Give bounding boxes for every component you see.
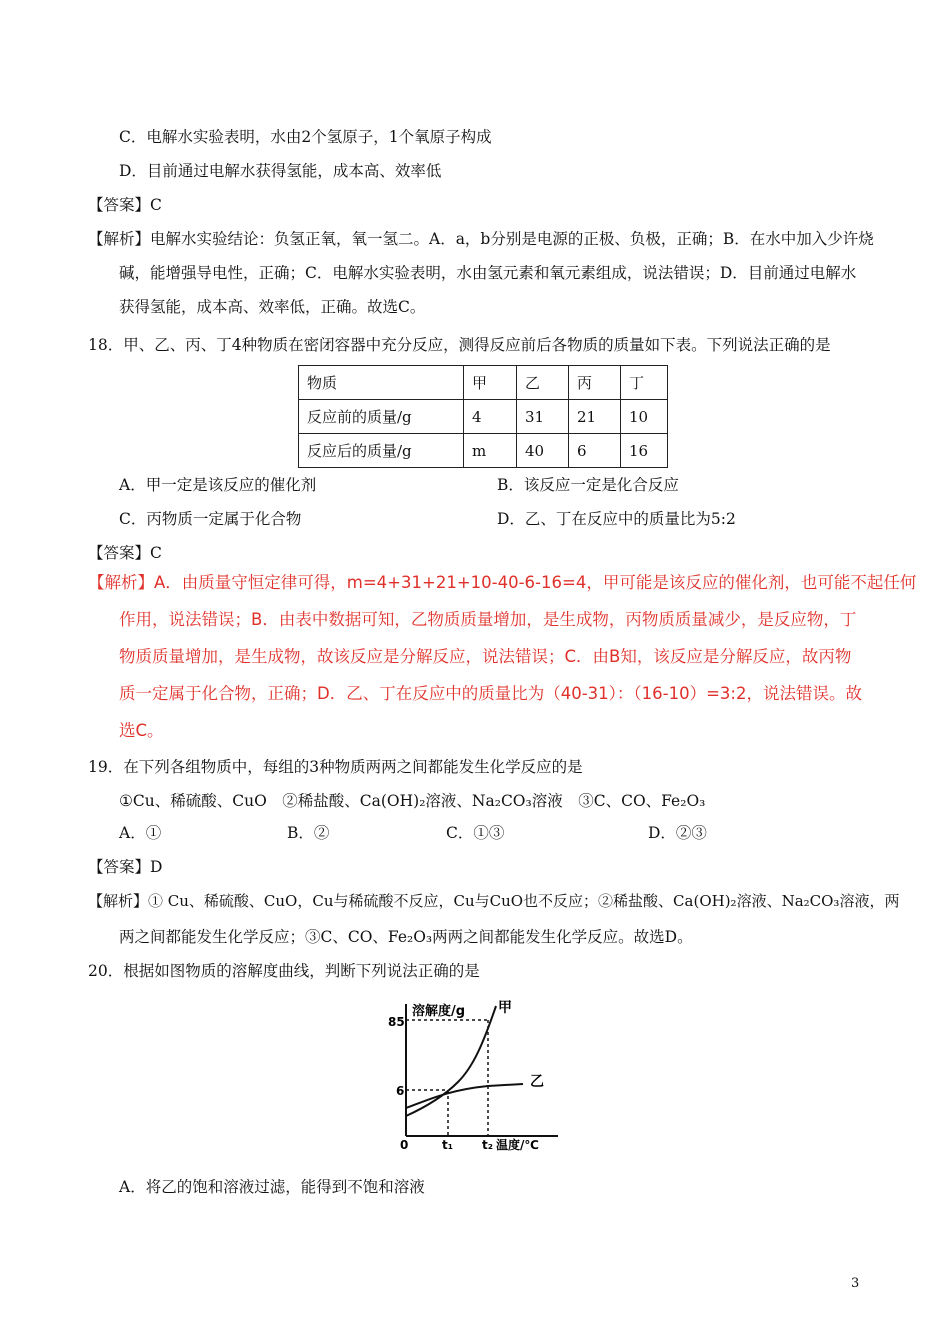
q18-answer: 【答案】C (88, 544, 162, 562)
q19-groups: ①Cu、稀硫酸、CuO ②稀盐酸、Ca(OH)₂溶液、Na₂CO₃溶液 ③C、CO、Fe₂O₃ (119, 792, 706, 810)
table-cell: 10 (621, 400, 668, 434)
q17-analysis-line-3: 获得氢能，成本高、效率低，正确。故选C。 (119, 298, 426, 316)
q20-stem: 20．根据如图物质的溶解度曲线，判断下列说法正确的是 (88, 962, 480, 980)
table-cell: 丙 (569, 366, 621, 400)
page-number: 3 (851, 1276, 860, 1291)
table-cell: 16 (621, 434, 668, 468)
table-row (299, 400, 668, 434)
table-cell: m (464, 434, 517, 468)
q17-answer: 【答案】C (88, 196, 162, 214)
q18-analysis-line-3: 物质质量增加，是生成物，故该反应是分解反应，说法错误；C．由B知，该反应是分解反应，故丙物 (119, 647, 852, 666)
q18-option-b: B．该反应一定是化合反应 (497, 476, 679, 494)
q19-option-d: D．②③ (648, 824, 707, 842)
table-cell: 反应后的质量/g (299, 434, 464, 468)
q19-option-c: C．①③ (446, 824, 505, 842)
table-row (299, 366, 668, 400)
table-cell: 6 (569, 434, 621, 468)
x-axis-label: 温度/℃ (496, 1138, 539, 1152)
table-cell: 21 (569, 400, 621, 434)
q17-option-d: D．目前通过电解水获得氢能，成本高、效率低 (119, 162, 442, 180)
curve-yi-label: 乙 (530, 1074, 544, 1090)
x-tick-t1: t₁ (442, 1138, 453, 1152)
q17-option-c: C．电解水实验表明，水由2个氢原子，1个氧原子构成 (119, 128, 492, 146)
q18-mass-table (298, 365, 668, 468)
table-cell: 丁 (621, 366, 668, 400)
curve-yi (406, 1084, 523, 1108)
q18-analysis-line-5: 选C。 (119, 721, 164, 740)
table-cell: 31 (517, 400, 569, 434)
y-axis-label: 溶解度/g (412, 1004, 466, 1019)
table-cell: 反应前的质量/g (299, 400, 464, 434)
curve-jia-label: 甲 (498, 1000, 512, 1016)
q19-analysis-line-2: 两之间都能发生化学反应；③C、CO、Fe₂O₃两两之间都能发生化学反应。故选D。 (119, 928, 693, 946)
table-cell: 4 (464, 400, 517, 434)
y-tick-85: 85 (388, 1015, 405, 1029)
q19-stem: 19．在下列各组物质中，每组的3种物质两两之间都能发生化学反应的是 (88, 758, 583, 776)
q17-analysis-line-1: 【解析】电解水实验结论：负氢正氧，氧一氢二。A．a，b分别是电源的正极、负极，正确；B．在水中加入少许烧 (88, 230, 874, 248)
table-cell: 乙 (517, 366, 569, 400)
table-cell: 40 (517, 434, 569, 468)
x-tick-t2: t₂ (482, 1138, 493, 1152)
q18-analysis-line-4: 质一定属于化合物，正确；D．乙、丁在反应中的质量比为（40-31）：（16-10）=3:2，说法错误。故 (119, 684, 862, 703)
q19-option-a: A．① (119, 824, 162, 842)
table-cell: 物质 (299, 366, 464, 400)
y-tick-6: 6 (396, 1084, 405, 1098)
q18-option-a: A．甲一定是该反应的催化剂 (119, 476, 317, 494)
q20-option-a: A．将乙的饱和溶液过滤，能得到不饱和溶液 (119, 1178, 425, 1196)
q17-analysis-line-2: 碱，能增强导电性，正确；C．电解水实验表明，水由氢元素和氧元素组成，说法错误；D．目前通过电解水 (119, 264, 857, 282)
table-row (299, 434, 668, 468)
q18-option-d: D．乙、丁在反应中的质量比为5:2 (497, 510, 736, 528)
q19-option-b: B．② (287, 824, 330, 842)
q19-analysis-line-1: 【解析】① Cu、稀硫酸、CuO，Cu与稀硫酸不反应，Cu与CuO也不反应；②稀盐酸、Ca(OH)₂溶液、Na₂CO₃溶液，两 (88, 892, 900, 910)
q19-answer: 【答案】D (88, 858, 163, 876)
solubility-curve-figure (388, 996, 568, 1152)
x-tick-origin: 0 (400, 1138, 409, 1152)
table-cell: 甲 (464, 366, 517, 400)
curve-jia (406, 1006, 496, 1116)
q18-analysis-line-1: 【解析】A．由质量守恒定律可得，m=4+31+21+10-40-6-16=4，甲可能是该反应的催化剂，也可能不起任何 (88, 573, 917, 592)
q18-analysis-line-2: 作用，说法错误；B．由表中数据可知，乙物质质量增加，是生成物，丙物质质量减少，是反应物，丁 (119, 610, 857, 629)
q18-option-c: C．丙物质一定属于化合物 (119, 510, 302, 528)
q18-stem: 18．甲、乙、丙、丁4种物质在密闭容器中充分反应，测得反应前后各物质的质量如下表。下列说法正确的是 (88, 336, 831, 354)
